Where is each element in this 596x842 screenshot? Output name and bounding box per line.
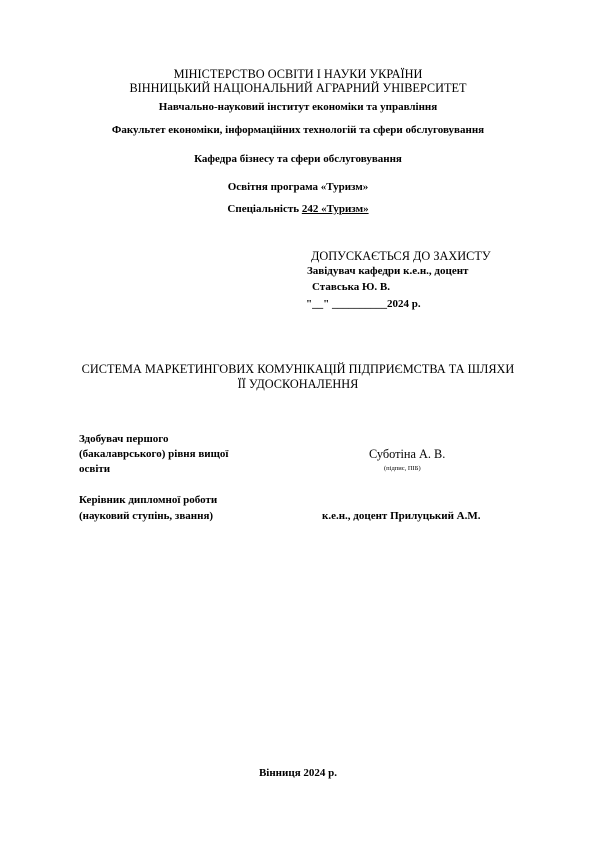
- student-label-line-2: (бакалаврського) рівня вищої: [79, 448, 229, 460]
- department-heading: Кафедра бізнесу та сфери обслуговування: [194, 153, 402, 165]
- university-heading: ВІННИЦЬКИЙ НАЦІОНАЛЬНИЙ АГРАРНИЙ УНІВЕРСИТЕТ: [129, 81, 467, 95]
- supervisor-label-line-2: (науковий ступінь, звання): [79, 510, 214, 522]
- student-label-line-3: освіти: [79, 463, 111, 475]
- student-label-line-1: Здобувач першого: [79, 433, 169, 445]
- faculty-heading: Факультет економіки, інформаційних технологій та сфери обслуговування: [111, 124, 485, 136]
- institute-heading: Навчально-науковий інститут економіки та управління: [158, 101, 438, 113]
- approval-name: Ставська Ю. В.: [312, 281, 391, 293]
- ministry-heading: МІНІСТЕРСТВО ОСВІТИ І НАУКИ УКРАЇНИ: [173, 67, 423, 81]
- approval-title: ДОПУСКАЄТЬСЯ ДО ЗАХИСТУ: [311, 249, 491, 263]
- specialty-heading: [0, 202, 596, 216]
- specialty-value: 242 «Туризм»: [301, 203, 369, 215]
- thesis-title-line-1: СИСТЕМА МАРКЕТИНГОВИХ КОМУНІКАЦІЙ ПІДПРИЄМСТВА ТА ШЛЯХИ: [81, 362, 515, 376]
- thesis-title-line-2: ЇЇ УДОСКОНАЛЕННЯ: [237, 377, 359, 391]
- approval-date-line: "__" __________2024 р.: [306, 298, 421, 310]
- supervisor-label-line-1: Керівник дипломної роботи: [79, 494, 218, 506]
- approval-head: Завідувач кафедри к.е.н., доцент: [307, 265, 469, 277]
- supervisor-name: к.е.н., доцент Прилуцький А.М.: [322, 510, 481, 522]
- student-name-caption: (підпис, ПІБ): [384, 465, 421, 472]
- program-heading: Освітня програма «Туризм»: [227, 181, 369, 193]
- city-year: Вінниця 2024 р.: [258, 767, 338, 779]
- student-name: Суботіна А. В.: [369, 447, 446, 461]
- specialty-prefix: Спеціальність: [227, 203, 302, 215]
